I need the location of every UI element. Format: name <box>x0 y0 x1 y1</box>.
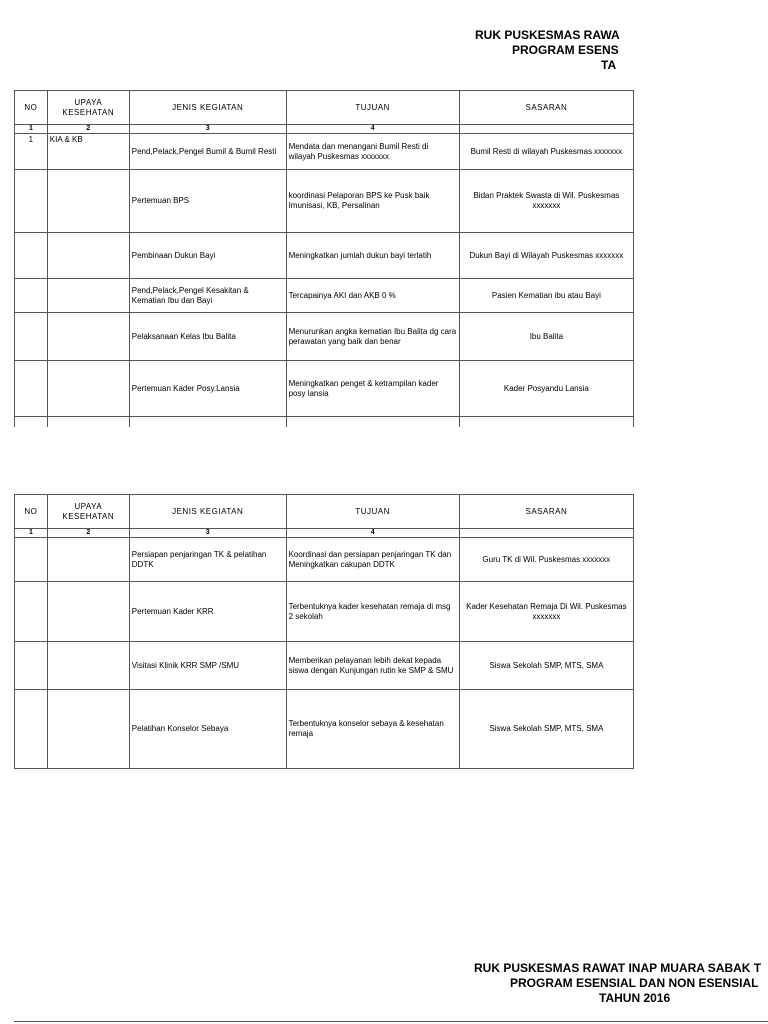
cell-no <box>15 361 48 417</box>
cell-tujuan: koordinasi Pelaporan BPS ke Pusk baik Imunisasi, KB, Persalinan <box>286 170 459 233</box>
title-line-1: RUK PUSKESMAS RAWA <box>475 28 620 42</box>
cell-tujuan: Tercapainya AKI dan AKB 0 % <box>286 279 459 313</box>
cell-jenis: Pend,Pelack,Pengel Kesakitan & Kematian Ibu dan Bayi <box>129 279 286 313</box>
document-title-2 <box>468 961 768 1006</box>
title-line-2: PROGRAM ESENS <box>512 43 619 57</box>
title-line-1: RUK PUSKESMAS RAWAT INAP MUARA SABAK T <box>474 961 762 975</box>
cell-upaya <box>47 170 129 233</box>
col-header-jenis: JENIS KEGIATAN <box>129 91 286 125</box>
title-line-2: PROGRAM ESENSIAL DAN NON ESENSIAL <box>510 976 759 990</box>
cell-no <box>15 279 48 313</box>
cell-jenis: Pelaksanaan Kelas Ibu Balita <box>129 313 286 361</box>
table-row-cut <box>15 417 634 427</box>
cell-sasaran: Kader Posyandu Lansia <box>459 361 633 417</box>
table-row <box>15 279 634 313</box>
column-number-row <box>15 529 634 538</box>
table-header-row <box>15 495 634 529</box>
cell-no <box>15 170 48 233</box>
col-number <box>459 125 633 134</box>
cell-sasaran: Bidan Praktek Swasta di Wil. Puskesmas xxxxxxx <box>459 170 633 233</box>
cell-sasaran: Siswa Sekolah SMP, MTS, SMA <box>459 690 633 769</box>
col-header-tujuan: TUJUAN <box>286 495 459 529</box>
col-header-no: NO <box>15 91 48 125</box>
cell-upaya <box>47 642 129 690</box>
activity-table-1 <box>14 90 634 427</box>
cell-upaya <box>47 233 129 279</box>
cell-sasaran: Siswa Sekolah SMP, MTS, SMA <box>459 642 633 690</box>
cell-sasaran: Guru TK di Wil. Puskesmas xxxxxxx <box>459 538 633 582</box>
cell-jenis: Pelatihan Konselor Sebaya <box>129 690 286 769</box>
cell-upaya <box>47 538 129 582</box>
col-number: 3 <box>129 529 286 538</box>
col-header-tujuan: TUJUAN <box>286 91 459 125</box>
table-row <box>15 582 634 642</box>
cell-sasaran: Pasien Kematian ibu atau Bayi <box>459 279 633 313</box>
cell-upaya <box>47 361 129 417</box>
col-header-upaya: UPAYA KESEHATAN <box>47 495 129 529</box>
col-header-sasaran: SASARAN <box>459 495 633 529</box>
cell-jenis: Visitasi Klinik KRR SMP /SMU <box>129 642 286 690</box>
col-number: 1 <box>15 125 48 134</box>
cell-no <box>15 538 48 582</box>
table-row <box>15 170 634 233</box>
col-number <box>459 529 633 538</box>
col-header-sasaran: SASARAN <box>459 91 633 125</box>
cell-jenis: Pertemuan BPS <box>129 170 286 233</box>
table-row <box>15 233 634 279</box>
cell-jenis: Pend,Pelack,Pengel Bumil & Bumil Resti <box>129 134 286 170</box>
document-title-1 <box>475 28 620 73</box>
table-row <box>15 642 634 690</box>
col-number: 2 <box>47 529 129 538</box>
table-row <box>15 538 634 582</box>
cell-no <box>15 313 48 361</box>
col-header-upaya: UPAYA KESEHATAN <box>47 91 129 125</box>
cell-sasaran: Ibu Balita <box>459 313 633 361</box>
cell-no <box>15 582 48 642</box>
cell-no <box>15 642 48 690</box>
cell-sasaran: Dukun Bayi di Wilayah Puskesmas xxxxxxx <box>459 233 633 279</box>
cell-jenis: Pertemuan Kader Posy.Lansia <box>129 361 286 417</box>
cell-upaya <box>47 279 129 313</box>
col-number: 3 <box>129 125 286 134</box>
table-row <box>15 313 634 361</box>
cell-sasaran: Bumil Resti di wilayah Puskesmas xxxxxxx <box>459 134 633 170</box>
cell-no <box>15 233 48 279</box>
cell-upaya <box>47 313 129 361</box>
activity-table-2 <box>14 494 634 769</box>
cell-jenis: Pembinaan Dukun Bayi <box>129 233 286 279</box>
title-line-3: TA <box>601 58 617 72</box>
cell-sasaran: Kader Kesehatan Remaja Di Wil. Puskesmas xxxxxxx <box>459 582 633 642</box>
cell-upaya: KIA & KB <box>47 134 129 170</box>
col-number: 2 <box>47 125 129 134</box>
cell-jenis: Persiapan penjaringan TK & pelatihan DDTK <box>129 538 286 582</box>
cell-upaya <box>47 582 129 642</box>
cell-tujuan: Terbentuknya konselor sebaya & kesehatan remaja <box>286 690 459 769</box>
col-number: 4 <box>286 125 459 134</box>
col-header-no: NO <box>15 495 48 529</box>
cell-no: 1 <box>15 134 48 170</box>
cell-tujuan: Terbentuknya kader kesehatan remaja di msg 2 sekolah <box>286 582 459 642</box>
col-number: 4 <box>286 529 459 538</box>
cell-tujuan: Koordinasi dan persiapan penjaringan TK dan Meningkatkan cakupan DDTK <box>286 538 459 582</box>
cell-jenis: Pertemuan Kader KRR <box>129 582 286 642</box>
table-header-row <box>15 91 634 125</box>
cell-upaya <box>47 690 129 769</box>
cell-tujuan: Menurunkan angka kematian Ibu Balita dg cara perawatan yang baik dan benar <box>286 313 459 361</box>
cell-no <box>15 690 48 769</box>
table-row <box>15 690 634 769</box>
col-header-jenis: JENIS KEGIATAN <box>129 495 286 529</box>
table-row <box>15 134 634 170</box>
cell-tujuan: Memberikan pelayanan lebih dekat kepada siswa dengan Kunjungan rutin ke SMP & SMU <box>286 642 459 690</box>
cell-tujuan: Meningkatkan penget & ketrampilan kader posy lansia <box>286 361 459 417</box>
column-number-row <box>15 125 634 134</box>
title-line-3: TAHUN 2016 <box>599 991 671 1005</box>
col-number: 1 <box>15 529 48 538</box>
table-row <box>15 361 634 417</box>
cell-tujuan: Mendata dan menangani Bumil Resti di wilayah Puskesmas xxxxxxx <box>286 134 459 170</box>
activity-table-3-top-border <box>14 1021 768 1022</box>
cell-tujuan: Meningkatkan jumlah dukun bayi terlatih <box>286 233 459 279</box>
